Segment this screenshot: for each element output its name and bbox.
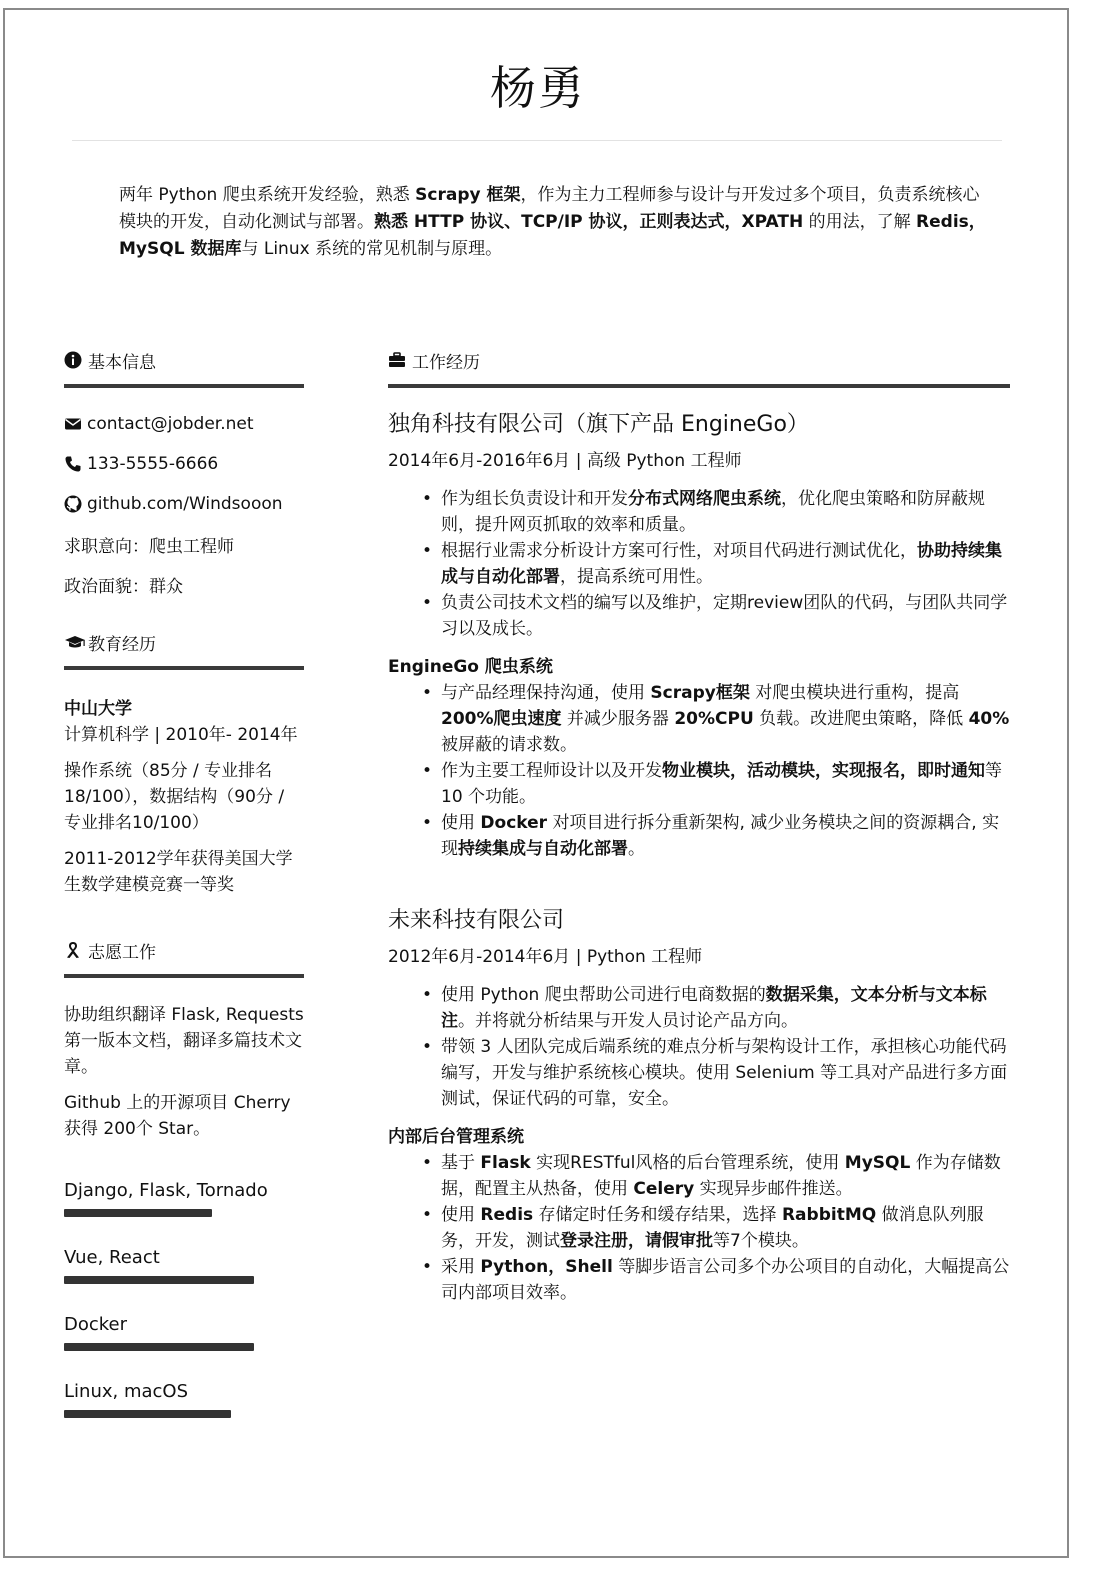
skill-label: Linux, macOS	[64, 1381, 188, 1402]
bold-text: 物业模块，活动模块，实现报名，即时通知	[662, 761, 985, 781]
project-bullets	[388, 1150, 1010, 1306]
project-bullet	[441, 1202, 1010, 1254]
job-bullets	[388, 982, 1010, 1112]
project-bullet	[441, 1150, 1010, 1202]
bold-text: 持续集成与自动化部署	[458, 839, 628, 859]
text-run: ，优化爬虫策略和防屏蔽规则，提升网页抓取的效率和质量。	[441, 489, 985, 535]
project-bullet	[441, 680, 1010, 758]
job-bullet	[441, 590, 1010, 642]
github-line	[64, 484, 304, 524]
text-run: 做消息队列服务，开发，测试	[441, 1205, 984, 1251]
skill-bar-track	[64, 1343, 304, 1351]
text-run: 对爬虫模块进行重构，提高	[749, 683, 960, 703]
education-rule	[64, 666, 304, 670]
phone-icon	[64, 455, 82, 473]
job-intent: 求职意向：爬虫工程师	[64, 536, 234, 557]
project-title: 内部后台管理系统	[388, 1127, 524, 1147]
email-link[interactable]: contact@jobder.net	[87, 414, 254, 434]
text-run: 使用	[441, 1205, 481, 1225]
text-run: 与 Linux 系统的常见机制与原理。	[241, 239, 503, 259]
text-run: 。并将就分析结果与开发人员讨论产品方向。	[458, 1011, 798, 1031]
text-run: 与产品经理保持沟通，使用	[441, 683, 651, 703]
title-divider	[72, 140, 1002, 141]
volunteer-item: 协助组织翻译 Flask, Requests 第一版本文档，翻译多篇技术文章。	[64, 1005, 304, 1077]
company-name: 独角科技有限公司（旗下产品 EngineGo）	[388, 412, 809, 437]
job-bullets	[388, 486, 1010, 642]
text-run: ，作为主力工程师参与设计与开发过多个项目，负责系统核心模块的开发，自动化测试与部署。	[119, 185, 980, 232]
text-run: 使用 Python 爬虫帮助公司进行电商数据的	[441, 985, 766, 1005]
skills-list	[64, 1180, 304, 1418]
ribbon-icon	[64, 941, 82, 959]
skill-item	[64, 1247, 304, 1284]
skill-item	[64, 1381, 304, 1418]
skill-item	[64, 1180, 304, 1217]
skill-label: Vue, React	[64, 1247, 160, 1268]
bold-text: Redis，MySQL 数据库	[119, 212, 986, 259]
basic-info-heading-label: 基本信息	[88, 352, 156, 373]
phone-line	[64, 444, 304, 484]
volunteer-heading	[64, 936, 304, 964]
bold-text: 200%爬虫速度	[441, 709, 562, 729]
text-run: 被屏蔽的请求数。	[441, 735, 577, 755]
bold-text: 数据采集，文本分析与文本标注	[441, 985, 987, 1031]
text-run: 采用	[441, 1257, 481, 1277]
text-run: 的用法，了解	[803, 212, 917, 232]
text-run: 等 10 个功能。	[441, 761, 1002, 807]
left-column	[64, 346, 304, 1418]
text-run: 作为主要工程师设计以及开发	[441, 761, 662, 781]
bold-text: Scrapy框架	[650, 683, 750, 703]
project-title: EngineGo 爬虫系统	[388, 657, 553, 677]
text-run: 使用	[441, 813, 481, 833]
project-bullet	[441, 758, 1010, 810]
text-run: 负责公司技术文档的编写以及维护，定期review团队的代码，与团队共同学习以及成长。	[441, 593, 1008, 639]
bold-text: 登录注册，请假审批	[560, 1231, 713, 1251]
work-heading-label: 工作经历	[412, 352, 480, 373]
bold-text: Docker	[480, 813, 548, 833]
bold-text: MySQL	[844, 1153, 911, 1173]
bold-text: Celery	[633, 1179, 695, 1199]
job-bullet	[441, 486, 1010, 538]
envelope-icon	[64, 415, 82, 433]
job-bullet	[441, 538, 1010, 590]
bold-text: Flask	[480, 1153, 531, 1173]
skill-bar-track	[64, 1209, 304, 1217]
page-title: 杨勇	[490, 61, 586, 115]
briefcase-icon	[388, 351, 406, 369]
text-run: 作为存储数据，配置主从热备，使用	[441, 1153, 1001, 1199]
work-rule	[388, 384, 1010, 388]
skill-item	[64, 1314, 304, 1351]
text-run: 实现异步邮件推送。	[694, 1179, 853, 1199]
skill-label: Django, Flask, Tornado	[64, 1180, 268, 1201]
text-run: 等脚步语言公司多个办公项目的自动化，大幅提高公司内部项目效率。	[441, 1257, 1010, 1303]
bold-text: Redis	[480, 1205, 534, 1225]
job-entry	[388, 410, 1010, 862]
bold-text: RabbitMQ	[781, 1205, 877, 1225]
text-run: 存储定时任务和缓存结果，选择	[533, 1205, 782, 1225]
text-run: 根据行业需求分析设计方案可行性，对项目代码进行测试优化，	[441, 541, 917, 561]
work-heading	[388, 346, 1010, 374]
text-run: 两年 Python 爬虫系统开发经验，熟悉	[119, 185, 416, 205]
info-circle-icon	[64, 351, 82, 369]
text-run: 作为组长负责设计和开发	[441, 489, 628, 509]
job-period-title: 2012年6月-2014年6月 | Python 工程师	[388, 947, 703, 967]
education-heading	[64, 628, 304, 656]
text-run: 基于	[441, 1153, 481, 1173]
bold-text: 分布式网络爬虫系统	[628, 489, 781, 509]
skill-label: Docker	[64, 1314, 128, 1335]
volunteer-heading-label: 志愿工作	[88, 942, 156, 963]
right-column	[388, 346, 1010, 1306]
text-run: 对项目进行拆分重新架构, 减少业务模块之间的资源耦合, 实现	[441, 813, 1000, 859]
text-run: 带领 3 人团队完成后端系统的难点分析与架构设计工作，承担核心功能代码编写，开发与维护系统核心模块。使用 Selenium 等工具对产品进行多方面测试，保证代码的可靠，安全。	[441, 1037, 1008, 1109]
job-bullet	[441, 982, 1010, 1034]
graduation-cap-icon	[64, 633, 82, 651]
skill-bar-track	[64, 1410, 304, 1418]
text-run: 实现RESTful风格的后台管理系统，使用	[530, 1153, 845, 1173]
bold-text: 熟悉 HTTP 协议、TCP/IP 协议，正则表达式，XPATH	[374, 212, 804, 232]
bold-text: Python，Shell	[480, 1257, 613, 1277]
skill-level-bar	[64, 1209, 212, 1217]
volunteer-item: Github 上的开源项目 Cherry 获得 200个 Star。	[64, 1093, 291, 1139]
project-bullet	[441, 810, 1010, 862]
text-run: ，提高系统可用性。	[560, 567, 713, 587]
text-run: 负载。改进爬虫策略，降低	[753, 709, 969, 729]
job-entry	[388, 906, 1010, 1306]
education-heading-label: 教育经历	[88, 634, 156, 655]
github-icon	[64, 495, 82, 513]
skill-level-bar	[64, 1276, 254, 1284]
volunteer-rule	[64, 974, 304, 978]
text-run: 。	[628, 839, 645, 859]
bold-text: Scrapy 框架	[415, 185, 521, 205]
major-and-years: 计算机科学 | 2010年- 2014年	[64, 725, 298, 745]
skill-bar-track	[64, 1276, 304, 1284]
courses-scores: 操作系统（85分 / 专业排名18/100），数据结构（90分 / 专业排名10/100）	[64, 761, 285, 833]
political-status: 政治面貌：群众	[64, 576, 183, 597]
project-bullets	[388, 680, 1010, 862]
job-bullet	[441, 1034, 1010, 1112]
github-link[interactable]: github.com/Windsooon	[87, 494, 283, 514]
award: 2011-2012学年获得美国大学生数学建模竞赛一等奖	[64, 849, 293, 895]
bold-text: 20%CPU	[674, 709, 754, 729]
basic-info-rule	[64, 384, 304, 388]
school-name: 中山大学	[64, 699, 132, 719]
summary	[119, 182, 989, 263]
skill-level-bar	[64, 1410, 231, 1418]
bold-text: 协助持续集成与自动化部署	[441, 541, 1002, 587]
company-name: 未来科技有限公司	[388, 908, 565, 933]
jobs-list	[388, 410, 1010, 1306]
text-run: 并减少服务器	[561, 709, 675, 729]
project-bullet	[441, 1254, 1010, 1306]
job-period-title: 2014年6月-2016年6月 | 高级 Python 工程师	[388, 451, 742, 471]
basic-info-heading	[64, 346, 304, 374]
phone-number: 133-5555-6666	[87, 454, 219, 474]
skill-level-bar	[64, 1343, 254, 1351]
text-run: 等7个模块。	[713, 1231, 809, 1251]
email-line	[64, 404, 304, 444]
bold-text: 40%	[968, 709, 1010, 729]
